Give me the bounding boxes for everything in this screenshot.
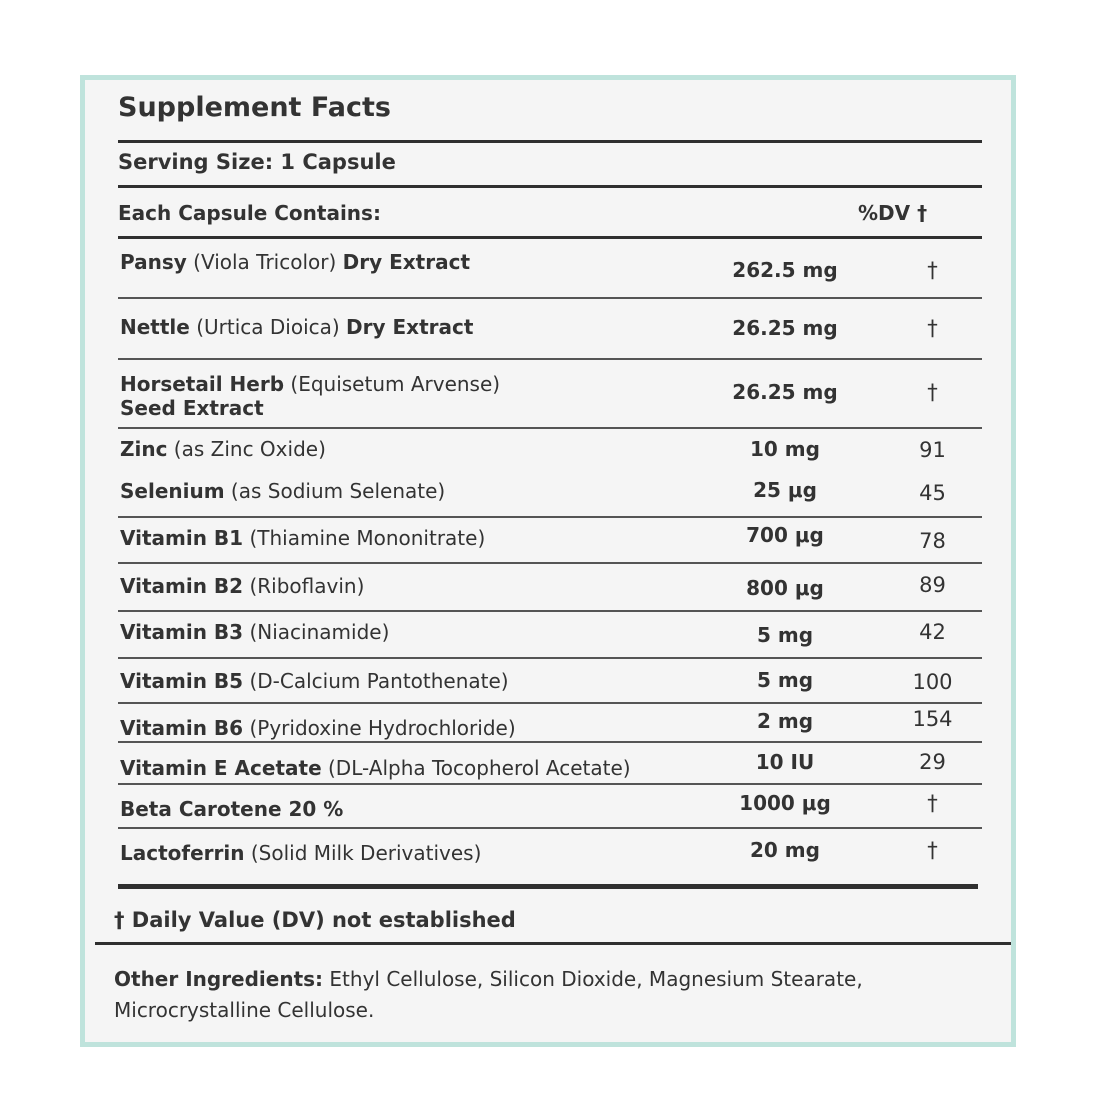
ingredient-amount: 5 mg: [756, 623, 814, 647]
divider: [118, 741, 982, 743]
divider: [118, 884, 978, 889]
divider: [118, 610, 982, 612]
ingredient-amount: 20 mg: [750, 838, 820, 862]
ingredient-name: Selenium (as Sodium Selenate): [120, 479, 446, 503]
ingredient-dv: 91: [919, 438, 946, 462]
ingredient-dv: †: [927, 791, 938, 815]
ingredient-dv: 29: [919, 750, 946, 774]
ingredient-name: Zinc (as Zinc Oxide): [120, 437, 326, 461]
ingredient-amount: 10 IU: [755, 750, 815, 774]
ingredient-dv: 42: [919, 620, 946, 644]
dv-footnote: † Daily Value (DV) not established: [114, 908, 516, 932]
ingredient-dv: 154: [912, 707, 953, 731]
divider: [118, 516, 982, 518]
ingredient-name: Vitamin B2 (Riboflavin): [120, 574, 365, 598]
ingredient-name: Vitamin E Acetate (DL-Alpha Tocopherol Acetate): [120, 756, 631, 780]
ingredient-name: Horsetail Herb (Equisetum Arvense) Seed Extract: [120, 372, 501, 420]
ingredient-amount: 800 μg: [746, 576, 824, 600]
ingredient-name: Vitamin B6 (Pyridoxine Hydrochloride): [120, 716, 516, 740]
ingredient-amount: 10 mg: [750, 437, 820, 461]
ingredient-name: Vitamin B3 (Niacinamide): [120, 620, 390, 644]
ingredient-amount: 26.25 mg: [732, 380, 838, 404]
ingredient-dv: 45: [919, 481, 946, 505]
ingredient-amount: 26.25 mg: [732, 316, 838, 340]
ingredient-dv: †: [927, 316, 938, 340]
divider: [118, 185, 982, 188]
ingredient-dv: 78: [919, 529, 946, 553]
divider: [118, 562, 982, 564]
divider: [118, 358, 982, 360]
divider: [118, 297, 982, 299]
divider: [118, 236, 982, 239]
ingredient-dv: †: [927, 838, 938, 862]
ingredient-amount: 2 mg: [756, 709, 814, 733]
dv-header: %DV †: [858, 201, 928, 225]
ingredient-dv: 89: [919, 573, 946, 597]
ingredient-name: Pansy (Viola Tricolor) Dry Extract: [120, 250, 471, 274]
ingredient-name: Lactoferrin (Solid Milk Derivatives): [120, 841, 482, 865]
divider: [118, 427, 982, 429]
divider: [95, 942, 1011, 945]
serving-size: Serving Size: 1 Capsule: [118, 150, 396, 174]
ingredient-amount: 262.5 mg: [732, 258, 838, 282]
ingredient-name: Beta Carotene 20 %: [120, 797, 344, 821]
divider: [118, 657, 982, 659]
divider: [118, 140, 982, 143]
ingredient-dv: †: [927, 258, 938, 282]
each-capsule-label: Each Capsule Contains:: [118, 201, 381, 225]
ingredient-amount: 1000 μg: [739, 791, 831, 815]
ingredient-amount: 5 mg: [756, 668, 814, 692]
ingredient-name: Vitamin B5 (D-Calcium Pantothenate): [120, 669, 509, 693]
page-title: Supplement Facts: [118, 92, 391, 123]
ingredient-dv: 100: [912, 670, 953, 694]
ingredient-amount: 25 μg: [753, 478, 817, 502]
divider: [118, 827, 982, 829]
divider: [118, 783, 982, 785]
divider: [118, 702, 982, 704]
ingredient-name: Vitamin B1 (Thiamine Mononitrate): [120, 526, 486, 550]
ingredient-dv: †: [927, 380, 938, 404]
ingredient-name: Nettle (Urtica Dioica) Dry Extract: [120, 315, 474, 339]
other-ingredients: Other Ingredients: Ethyl Cellulose, Silicon Dioxide, Magnesium Stearate, Microcrystalline Cellulose.: [114, 967, 863, 1022]
ingredient-amount: 700 μg: [746, 523, 824, 547]
